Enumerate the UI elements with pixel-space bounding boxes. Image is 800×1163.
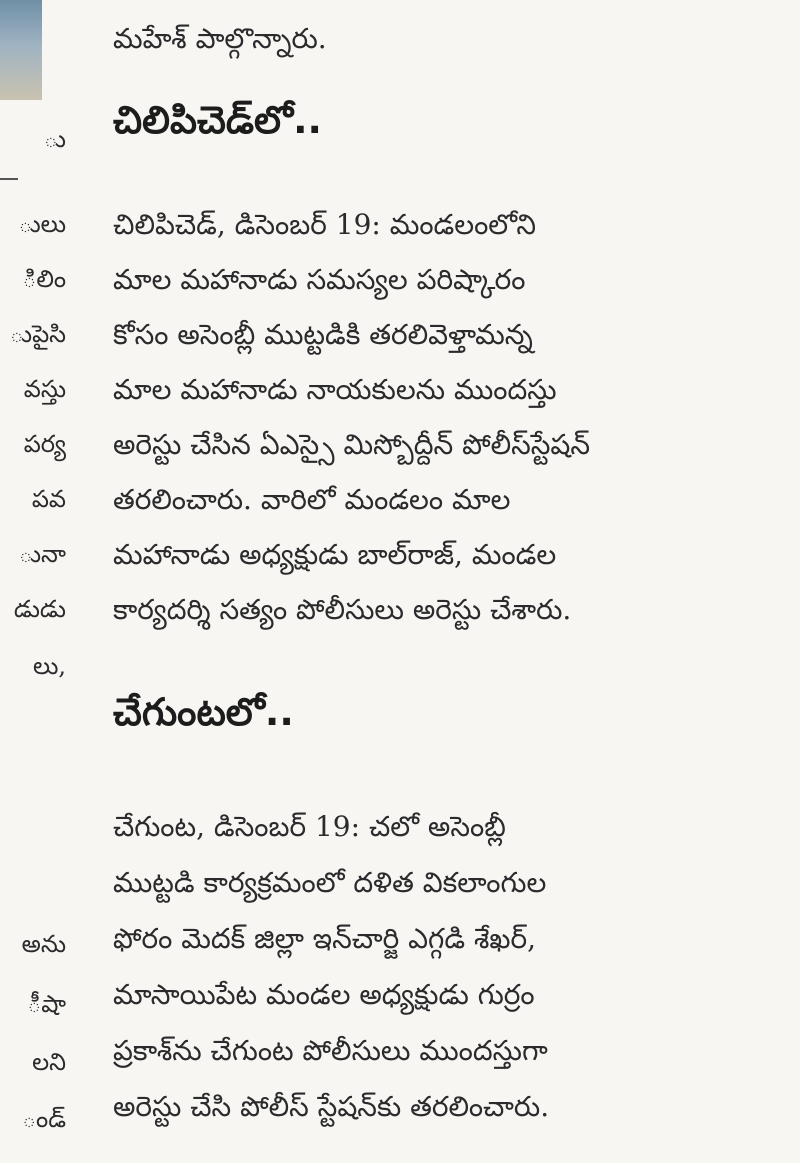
section-heading-chilipiched: చిలిపిచెడ్‌లో..: [113, 98, 322, 142]
body-line: మాల మహానాడు నాయకులను ముందస్తు: [113, 373, 557, 406]
column-rule: [0, 178, 18, 180]
adjacent-column-fragment: ిలిం: [22, 265, 66, 293]
adjacent-column-fragment: ు: [43, 125, 66, 153]
adjacent-column-fragment: ులు: [18, 210, 66, 238]
section-heading-chegunta: చేగుంటలో..: [113, 690, 294, 734]
adjacent-column-fragment: లు,: [33, 652, 66, 680]
body-line: ఫోరం మెదక్ జిల్లా ఇన్‌చార్జి ఎగ్గడి శేఖర్,: [113, 922, 537, 955]
adjacent-column-fragment: ుపైసి: [9, 320, 66, 348]
adjacent-column-fragment: అను: [21, 930, 66, 958]
adjacent-column-fragment: ీషా: [27, 990, 66, 1018]
body-line: అరెస్టు చేసి పోలీస్ స్టేషన్‌కు తరలించారు.: [113, 1090, 550, 1123]
adjacent-column-fragment: ునా: [18, 540, 66, 568]
body-line: కార్యదర్శి సత్యం పోలీసులు అరెస్టు చేశారు.: [113, 593, 572, 626]
body-line: చిలిపిచెడ్, డిసెంబర్ 19: మండలంలోని: [113, 208, 537, 241]
intro-line: మహేశ్ పాల్గొన్నారు.: [113, 22, 327, 55]
adjacent-column-fragment: వస్తు: [23, 375, 66, 403]
adjacent-column-fragment: డుడు: [13, 595, 66, 623]
body-line: ప్రకాశ్‌ను చేగుంట పోలీసులు ముందస్తుగా: [113, 1034, 548, 1067]
body-line: మాసాయిపేట మండల అధ్యక్షుడు గుర్రం: [113, 978, 535, 1011]
cut-off-text: [113, 0, 775, 14]
body-line: కోసం అసెంబ్లీ ముట్టడికి తరలివెళ్తామన్న: [113, 318, 533, 351]
cut-off-line: [113, 0, 775, 14]
body-line: అరెస్టు చేసిన ఏఎస్సై మిస్బోద్దీన్ పోలీస్‌స్టేషన్: [113, 428, 591, 461]
body-line: చేగుంట, డిసెంబర్ 19: చలో అసెంబ్లీ: [113, 810, 506, 843]
body-line: మహానాడు అధ్యక్షుడు బాల్‌రాజ్, మండల: [113, 538, 557, 571]
body-line: మాల మహానాడు సమస్యల పరిష్కారం: [113, 263, 526, 296]
adjacent-column-fragment: పవ: [31, 485, 66, 513]
photo-fragment: [0, 0, 42, 100]
body-line: తరలించారు. వారిలో మండలం మాల: [113, 483, 511, 516]
adjacent-column-fragment: ండ్: [22, 1105, 66, 1133]
adjacent-column: [0, 0, 80, 1163]
adjacent-column-fragment: లని: [32, 1048, 66, 1076]
adjacent-column-fragment: పర్య: [23, 430, 66, 458]
body-line: ముట్టడి కార్యక్రమంలో దళిత వికలాంగుల: [113, 866, 547, 899]
